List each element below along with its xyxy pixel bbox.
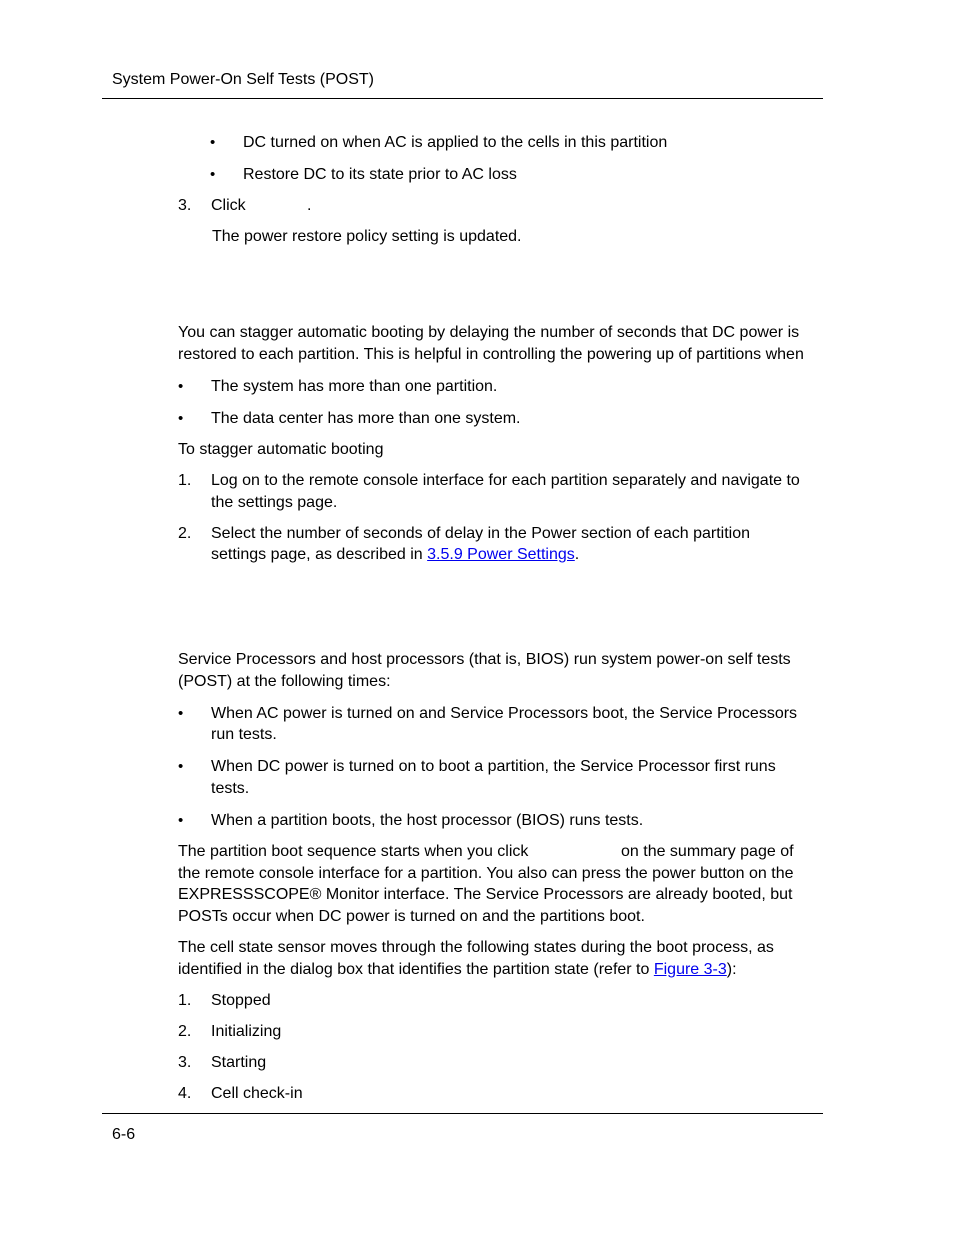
step-number: 1. <box>178 472 192 489</box>
paragraph-line: Service Processors and host processors (that is, BIOS) run system power-on self tests <box>178 651 791 668</box>
paragraph-line: the remote console interface for a partition. You also can press the power button on the <box>178 865 794 882</box>
list-item: The system has more than one partition. <box>211 378 498 395</box>
state-label: Stopped <box>211 992 271 1009</box>
paragraph-line: on the summary page of <box>621 843 794 860</box>
list-item: run tests. <box>211 726 277 743</box>
step-text: Select the number of seconds of delay in the Power section of each partition <box>211 525 750 542</box>
step-number: 3. <box>178 197 192 214</box>
paragraph-suffix: ): <box>726 961 737 978</box>
paragraph-line: The cell state sensor moves through the following states during the boot process, as <box>178 939 774 956</box>
bullet-marker: • <box>178 410 184 427</box>
paragraph-line: restored to each partition. This is helpful in controlling the powering up of partitions when <box>178 346 804 363</box>
bullet-marker: • <box>210 166 216 183</box>
step-text: Log on to the remote console interface for each partition separately and navigate to <box>211 472 800 489</box>
procedure-title: To stagger automatic booting <box>178 441 384 458</box>
state-number: 2. <box>178 1023 192 1040</box>
header-rule <box>102 98 823 99</box>
state-label: Initializing <box>211 1023 282 1040</box>
bullet-marker: • <box>178 812 184 829</box>
step-text-prefix: settings page, as described in <box>211 546 428 563</box>
step-text: the settings page. <box>211 494 338 511</box>
paragraph-line: EXPRESSSCOPE® Monitor interface. The Service Processors are already booted, but <box>178 886 793 903</box>
bullet-marker: • <box>178 758 184 775</box>
paragraph-prefix: identified in the dialog box that identifies the partition state (refer to <box>178 961 654 978</box>
paragraph-line: (POST) at the following times: <box>178 673 391 690</box>
step-trailing-period: . <box>307 197 312 214</box>
power-settings-link[interactable]: 3.5.9 Power Settings <box>427 546 575 563</box>
restore-option-item: Restore DC to its state prior to AC loss <box>243 166 517 183</box>
state-number: 4. <box>178 1085 192 1102</box>
list-item: The data center has more than one system. <box>211 410 521 427</box>
step-result: The power restore policy setting is updated. <box>212 228 522 245</box>
list-item: tests. <box>211 780 250 797</box>
bullet-marker: • <box>210 134 216 151</box>
footer-rule <box>102 1113 823 1114</box>
step-text <box>211 544 579 566</box>
page-header-title: System Power-On Self Tests (POST) <box>112 71 374 88</box>
state-label: Starting <box>211 1054 267 1071</box>
paragraph-line: You can stagger automatic booting by delaying the number of seconds that DC power is <box>178 324 800 341</box>
page-number: 6-6 <box>112 1126 136 1143</box>
bullet-marker: • <box>178 705 184 722</box>
bullet-marker: • <box>178 378 184 395</box>
paragraph-line: POSTs occur when DC power is turned on and the partitions boot. <box>178 908 645 925</box>
list-item: When a partition boots, the host processor (BIOS) runs tests. <box>211 812 644 829</box>
step-number: 2. <box>178 525 192 542</box>
step-text-suffix: . <box>574 546 580 563</box>
list-item: When DC power is turned on to boot a partition, the Service Processor first runs <box>211 758 776 775</box>
state-number: 1. <box>178 992 192 1009</box>
state-number: 3. <box>178 1054 192 1071</box>
list-item: When AC power is turned on and Service Processors boot, the Service Processors <box>211 705 798 722</box>
step-text: Click <box>211 197 246 214</box>
paragraph-line <box>178 959 737 981</box>
restore-option-item: DC turned on when AC is applied to the cells in this partition <box>243 134 668 151</box>
paragraph-line: The partition boot sequence starts when you click <box>178 843 529 860</box>
figure-3-3-link[interactable]: Figure 3-3 <box>653 961 727 978</box>
state-label: Cell check-in <box>211 1085 303 1102</box>
